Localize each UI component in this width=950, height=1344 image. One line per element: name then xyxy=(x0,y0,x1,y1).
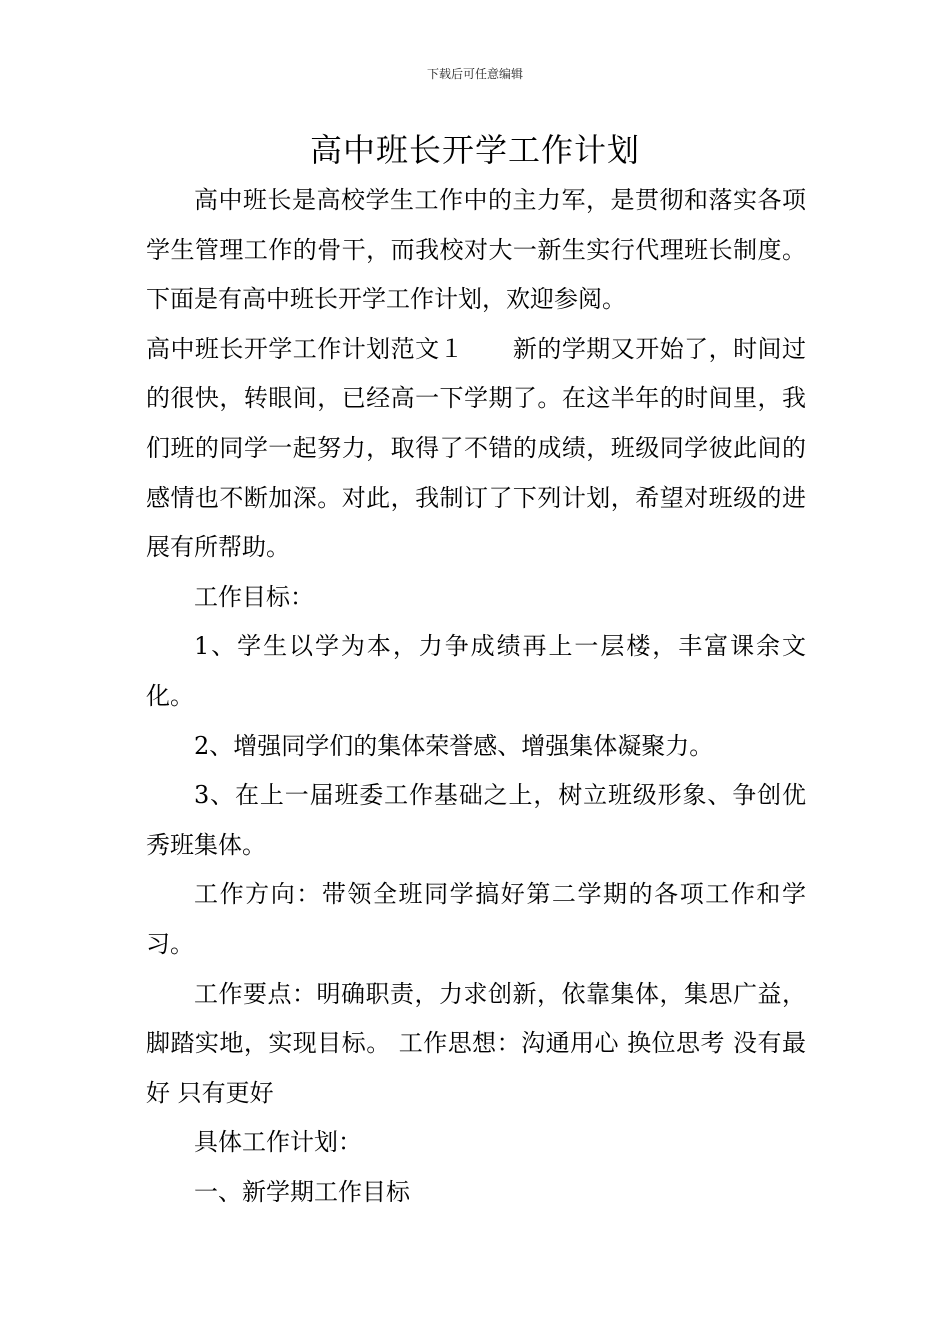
goal-item-1: 1、学生以学为本，力争成绩再上一层楼，丰富课余文化。 xyxy=(146,632,806,710)
direction-paragraph: 工作方向：带领全班同学搞好第二学期的各项工作和学习。 xyxy=(146,880,806,958)
goals-heading: 工作目标： xyxy=(194,582,314,611)
intro-paragraph: 高中班长是高校学生工作中的主力军，是贯彻和落实各项学生管理工作的骨干，而我校对大一新生实行代理班长制度。下面是有高中班长开学工作计划，欢迎参阅。 xyxy=(146,186,806,314)
plan-heading: 具体工作计划： xyxy=(194,1128,362,1157)
sample-paragraph: 高中班长开学工作计划范文１ 新的学期又开始了，时间过的很快，转眼间，已经高一下学期了。在这半年的时间里，我们班的同学一起努力，取得了不错的成绩，班级同学彼此间的感情也不断加深。对此，我制订了下列计划，希望对班级的进展有所帮助。 xyxy=(146,334,806,562)
goal-item-2: 2、增强同学们的集体荣誉感、增强集体凝聚力。 xyxy=(194,731,714,760)
goal-item-3: 3、在上一届班委工作基础之上，树立班级形象、争创优秀班集体。 xyxy=(146,781,806,859)
header-note: 下载后可任意编辑 xyxy=(426,67,523,81)
section-heading-1: 一、新学期工作目标 xyxy=(194,1177,410,1206)
document-body xyxy=(146,176,806,1217)
key-points-paragraph: 工作要点：明确职责，力求创新，依靠集体，集思广益，脚踏实地，实现目标。 工作思想：沟通用心 换位思考 没有最好 只有更好 xyxy=(146,979,806,1107)
document-title: 高中班长开学工作计划 xyxy=(309,131,640,169)
